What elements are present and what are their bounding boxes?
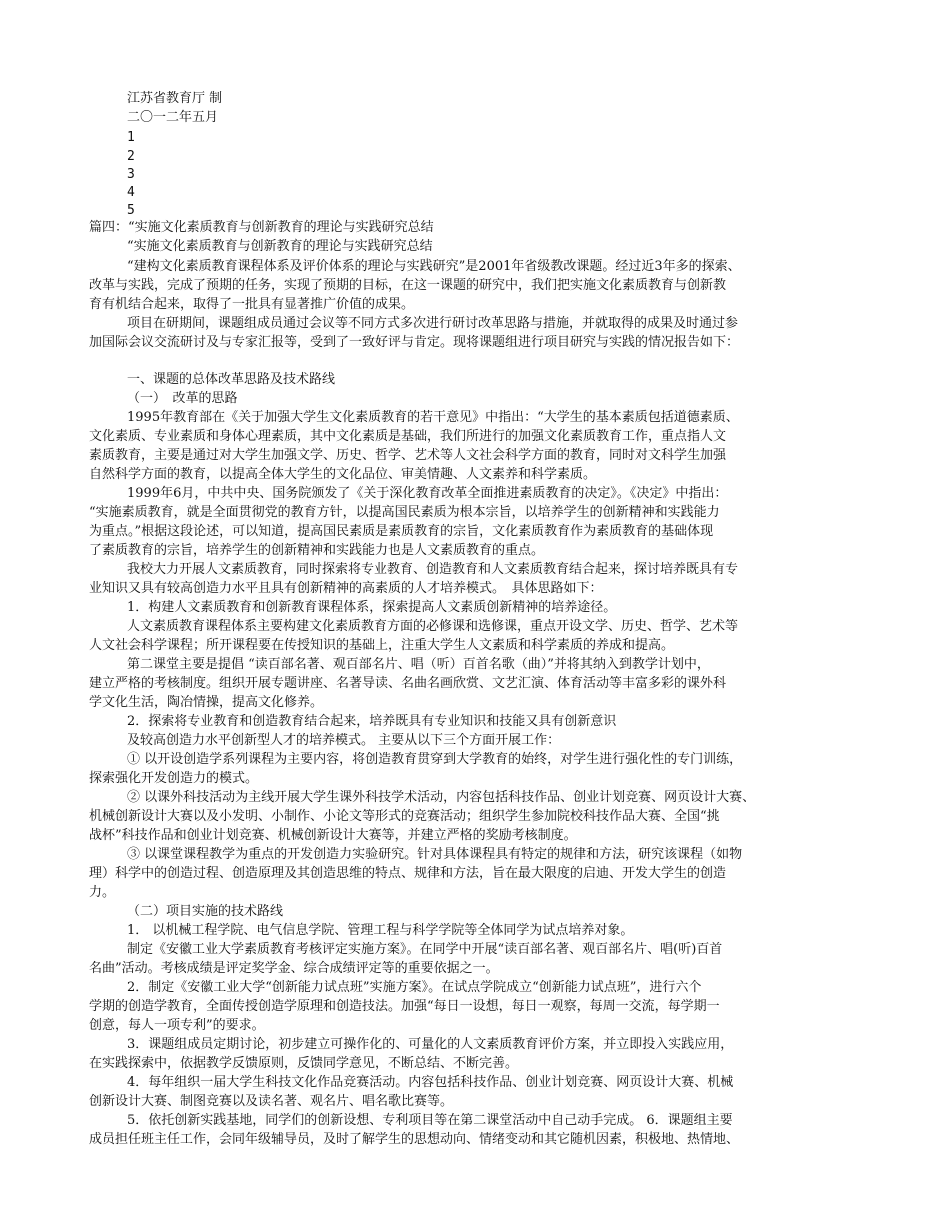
body-line: ③ 以课堂课程教学为重点的开发创造力实验研究。针对具体课程具有特定的规律和方法，研究该课程（如物 [127, 847, 743, 862]
body-line: 学文化生活，陶冶情操，提高文化修养。 [89, 695, 324, 710]
body-line: 人文社会科学课程；所开课程要在传授知识的基础上，注重大学生人文素质和科学素质的养成和提高。 [89, 638, 675, 653]
body-line: 我校大力开展人文素质教育，同时探索将专业教育、创造教育和人文素质教育结合起来，探讨培养既具有专 [127, 562, 739, 577]
body-line: 5．依托创新实践基地，同学们的创新设想、专利项目等在第二课堂活动中自己动手完成。 6．课题组主要 [127, 1113, 733, 1128]
body-line: 1995年教育部在《关于加强大学生文化素质教育的若干意见》中指出：“大学生的基本素质包括道德素质、 [127, 410, 739, 425]
body-line: 创意，每人一项专利”的要求。 [89, 1018, 265, 1033]
issuer-line: 江苏省教育厅 制 [127, 91, 223, 106]
body-line: 1999年6月，中共中央、国务院颁发了《关于深化教育改革全面推进素质教育的决定》。《决定》中指出： [127, 486, 728, 501]
section-heading: 一、课题的总体改革思路及技术路线 [127, 372, 336, 387]
page-number: 2 [127, 149, 135, 164]
date-line: 二〇一二年五月 [127, 110, 219, 125]
body-line: “建构文化素质教育课程体系及评价体系的理论与实践研究”是2001年省级教改课题。经过近3年多的探索、 [127, 259, 741, 274]
body-line: 1．构建人文素质教育和创新教育课程体系，探索提高人文素质创新精神的培养途径。 [127, 600, 617, 615]
article-subheading: “实施文化素质教育与创新教育的理论与实践研究总结 [127, 239, 433, 254]
body-line: 成员担任班主任工作，会同年级辅导员，及时了解学生的思想动向、情绪变动和其它随机因素，积极地、热情地、 [89, 1132, 740, 1147]
body-line: 2．制定《安徽工业大学“创新能力试点班”实施方案》。在试点学院成立“创新能力试点班”，进行六个 [127, 980, 702, 995]
subsection-heading: （二）项目实施的技术路线 [127, 904, 284, 919]
body-line: 改革与实践，完成了预期的任务，实现了预期的目标，在这一课题的研究中，我们把实施文化素质教育与创新教 [89, 278, 727, 293]
body-line: 加国际会议交流研讨及与专家汇报等，受到了一致好评与肯定。现将课题组进行项目研究与实践的情况报告如下： [89, 335, 740, 350]
body-line: 3．课题组成员定期讨论，初步建立可操作化的、可量化的人文素质教育评价方案，并立即投入实践应用， [127, 1037, 734, 1052]
body-line: 人文素质教育课程体系主要构建文化素质教育方面的必修课和选修课，重点开设文学、历史、哲学、艺术等 [127, 619, 739, 634]
article-heading: 篇四：“实施文化素质教育与创新教育的理论与实践研究总结 [89, 220, 434, 235]
body-line: 文化素质、专业素质和身体心理素质，其中文化素质是基础，我们所进行的加强文化素质教育工作，重点指人文 [89, 429, 727, 444]
body-line: 1． 以机械工程学院、电气信息学院、管理工程与科学学院等全体同学为试点培养对象。 [127, 923, 634, 938]
page-number: 1 [127, 130, 135, 145]
body-line: 了素质教育的宗旨，培养学生的创新精神和实践能力也是人文素质教育的重点。 [89, 543, 545, 558]
body-line: 战杯”科技作品和创业计划竞赛、机械创新设计大赛等，并建立严格的奖励考核制度。 [89, 828, 577, 843]
body-line: “实施素质教育，就是全面贯彻党的教育方针，以提高国民素质为根本宗旨，以培养学生的创新精神和实践能力 [89, 505, 720, 520]
body-line: 4．每年组织一届大学生科技文化作品竞赛活动。内容包括科技作品、创业计划竞赛、网页设计大赛、机械 [127, 1075, 734, 1090]
body-line: 项目在研期间，课题组成员通过会议等不同方式多次进行研讨改革思路与措施，并就取得的成果及时通过参 [127, 316, 739, 331]
body-line: 2．探索将专业教育和创造教育结合起来，培养既具有专业知识和技能又具有创新意识 [127, 714, 617, 729]
body-line: 探索强化开发创造力的模式。 [89, 771, 259, 786]
subsection-heading: （一） 改革的思路 [127, 391, 238, 406]
body-line: 创新设计大赛、制图竞赛以及读名著、观名片、唱名歌比赛等。 [89, 1094, 454, 1109]
body-line: 及较高创造力水平创新型人才的培养模式。 主要从以下三个方面开展工作： [127, 733, 561, 748]
body-line: 业知识又具有较高创造力水平且具有创新精神的高素质的人才培养模式。 具体思路如下： [89, 581, 603, 596]
body-line: 机械创新设计大赛以及小发明、小制作、小论文等形式的竞赛活动；组织学生参加院校科技作品大赛、全国“挑 [89, 809, 720, 824]
body-line: ② 以课外科技活动为主线开展大学生课外科技学术活动，内容包括科技作品、创业计划竞赛、网页设计大赛、 [127, 790, 756, 805]
body-line: 自然科学方面的教育，以提高全体大学生的文化品位、审美情趣、人文素养和科学素质。 [89, 467, 597, 482]
body-line: 学期的创造学教育，全面传授创造学原理和创造技法。加强“每日一设想，每日一观察，每周一交流，每学期一 [89, 999, 720, 1014]
body-line: 制定《安徽工业大学素质教育考核评定实施方案》。在同学中开展“读百部名著、观百部名片、唱(听)百首 [127, 942, 723, 957]
body-line: 理）科学中的创造过程、创造原理及其创造思维的特点、规律和方法，旨在最大限度的启迪、开发大学生的创造 [89, 866, 727, 881]
body-line: ① 以开设创造学系列课程为主要内容，将创造教育贯穿到大学教育的始终，对学生进行强化性的专门训练， [127, 752, 743, 767]
body-line: 在实践探索中，依据教学反馈原则，反馈同学意见，不断总结、不断完善。 [89, 1056, 519, 1071]
page-number: 4 [127, 185, 135, 200]
body-line: 第二课堂主要是提倡 “读百部名著、观百部名片、唱（听）百首名歌（曲）”并将其纳入到教学计划中， [127, 657, 710, 672]
body-line: 建立严格的考核制度。组织开展专题讲座、名著导读、名曲名画欣赏、文艺汇演、体育活动等丰富多彩的课外科 [89, 676, 727, 691]
body-line: 为重点。”根据这段论述，可以知道，提高国民素质是素质教育的宗旨，文化素质教育作为素质教育的基础体现 [89, 524, 714, 539]
body-line: 素质教育，主要是通过对大学生加强文学、历史、哲学、艺术等人文社会科学方面的教育，同时对文科学生加强 [89, 448, 727, 463]
body-line: 育有机结合起来，取得了一批具有显著推广价值的成果。 [89, 297, 415, 312]
page-number: 3 [127, 167, 135, 182]
body-line: 名曲”活动。考核成绩是评定奖学金、综合成绩评定等的重要依据之一。 [89, 961, 499, 976]
body-line: 力。 [89, 885, 116, 900]
page-number: 5 [127, 203, 135, 218]
